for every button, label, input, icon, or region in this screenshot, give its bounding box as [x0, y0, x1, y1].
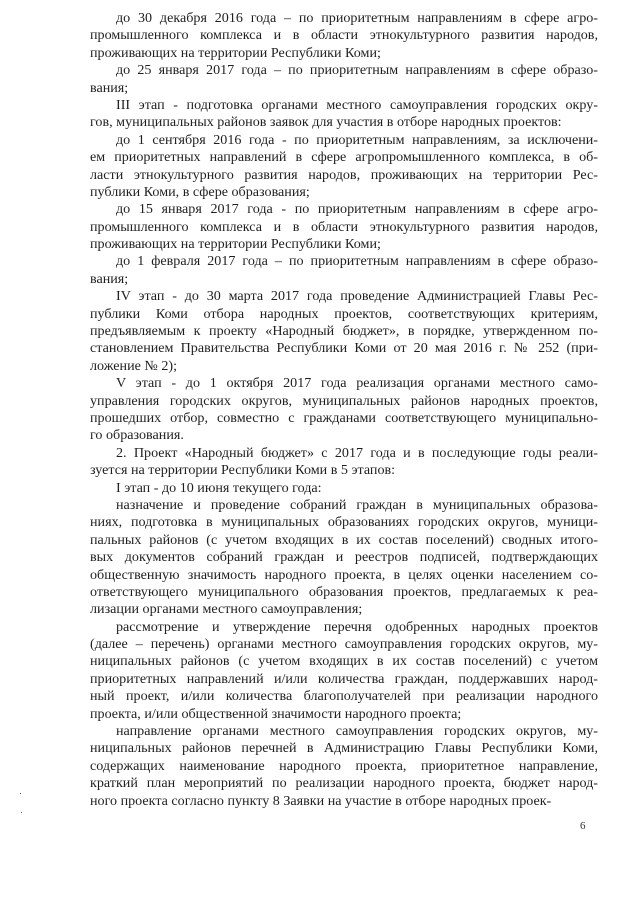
text-line: до 30 декабря 2016 года – по приоритетным направлениям в сфере агро-	[116, 10, 598, 26]
text-line: зуется на территории Республики Коми в 5 этапов:	[90, 462, 396, 479]
text-line: прошедших отбор, совместно с гражданами соответствующего муниципально-	[90, 409, 598, 426]
text-line: ниципальных районов перечней в Администрацию Главы Республики Коми,	[90, 740, 598, 757]
text-line: публики Коми отбора народных проектов, соответствующих критериям,	[90, 305, 598, 322]
text-line: V этап - до 1 октября 2017 года реализация органами местного само-	[116, 375, 598, 392]
text-line: до 1 сентября 2016 года - по приоритетным направлениям, за исключени-	[116, 131, 598, 148]
text-line: вания;	[90, 79, 129, 96]
paragraph	[90, 288, 598, 375]
text-line: ный проект, и/или количества благополучателей при реализации народного	[90, 688, 598, 705]
paragraph	[90, 723, 598, 810]
text-line: управления городских округов, муниципальных районов народных проектов,	[90, 392, 598, 409]
text-line: проживающих на территории Республики Коми;	[90, 236, 381, 253]
paragraph	[90, 201, 598, 253]
text-line: (далее – перечень) органами местного самоуправления городских округов, му-	[90, 636, 598, 653]
text-line: го образования.	[90, 427, 184, 444]
paragraph	[90, 10, 598, 62]
text-line: до 15 января 2017 года - по приоритетным направлениям в сфере агро-	[116, 201, 598, 218]
text-line: приоритетных направлений и/или количества граждан, поддержавших народ-	[90, 670, 598, 687]
text-line: III этап - подготовка органами местного самоуправления городских окру-	[116, 96, 598, 113]
text-line: IV этап - до 30 марта 2017 года проведение Администрацией Главы Рес-	[116, 288, 598, 305]
paragraph	[90, 97, 598, 132]
text-line: ного проекта согласно пункту 8 Заявки на участие в отборе народных проек-	[90, 792, 552, 809]
page-number: 6	[580, 820, 586, 832]
paragraph	[90, 132, 598, 202]
text-line: становлением Правительства Республики Коми от 20 мая 2016 г. № 252 (при-	[90, 340, 598, 357]
paragraph	[90, 62, 598, 97]
paragraph	[90, 480, 598, 497]
text-line: публики Коми, в сфере образования;	[90, 183, 310, 200]
scan-speck	[20, 793, 21, 794]
text-line: лизации органами местного самоуправления;	[90, 601, 363, 618]
text-line: проекта, и/или общественной значимости народного проекта;	[90, 705, 462, 722]
text-line: вания;	[90, 270, 129, 287]
paragraph	[90, 375, 598, 445]
paragraph	[90, 497, 598, 619]
document-page	[90, 10, 598, 810]
text-line: ответствующего муниципального образования проектов, предлагаемых к реа-	[90, 583, 598, 600]
text-line: предъявляемым к проекту «Народный бюджет», в порядке, утвержденном по-	[90, 323, 598, 340]
paragraph	[90, 445, 598, 480]
text-line: вых документов собраний граждан и реестров подписей, подтверждающих	[90, 549, 598, 566]
text-line: краткий план мероприятий по реализации народного проекта, бюджет народ-	[90, 775, 598, 792]
text-line: проживающих на территории Республики Коми;	[90, 44, 381, 61]
text-line: рассмотрение и утверждение перечня одобренных народных проектов	[116, 618, 598, 635]
text-line: промышленного комплекса и в области этнокультурного развития народов,	[90, 218, 598, 235]
text-line: содержащих наименование народного проекта, приоритетное направление,	[90, 757, 598, 774]
paragraph	[90, 253, 598, 288]
text-line: промышленного комплекса и в области этнокультурного развития народов,	[90, 27, 598, 44]
scan-speck	[21, 812, 22, 813]
text-line: ниях, подготовка в муниципальных образованиях городских округов, муници-	[90, 514, 598, 531]
text-line: ем приоритетных направлений в сфере агропромышленного комплекса, в об-	[90, 149, 598, 166]
text-line: назначение и проведение собраний граждан в муниципальных образова-	[116, 496, 598, 513]
text-line: I этап - до 10 июня текущего года:	[116, 479, 322, 496]
text-line: направление органами местного самоуправления городских округов, му-	[116, 723, 598, 740]
text-line: до 1 февраля 2017 года – по приоритетным направлениям в сфере образо-	[116, 253, 598, 270]
text-line: 2. Проект «Народный бюджет» с 2017 года и в последующие годы реали-	[116, 444, 598, 461]
text-line: до 25 января 2017 года – по приоритетным направлениям в сфере образо-	[116, 62, 598, 79]
text-line: общественную значимость народного проекта, в целях оценки населением со-	[90, 566, 598, 583]
text-line: ложение № 2);	[90, 357, 178, 374]
paragraph	[90, 619, 598, 723]
text-line: ласти этнокультурного развития народов, проживающих на территории Рес-	[90, 166, 598, 183]
text-line: гов, муниципальных районов заявок для участия в отборе народных проектов:	[90, 114, 562, 131]
text-line: пальных районов (с учетом входящих в их состав поселений) сводных итого-	[90, 531, 598, 548]
text-line: ниципальных районов (с учетом входящих в их состав поселений) с учетом	[90, 653, 598, 670]
